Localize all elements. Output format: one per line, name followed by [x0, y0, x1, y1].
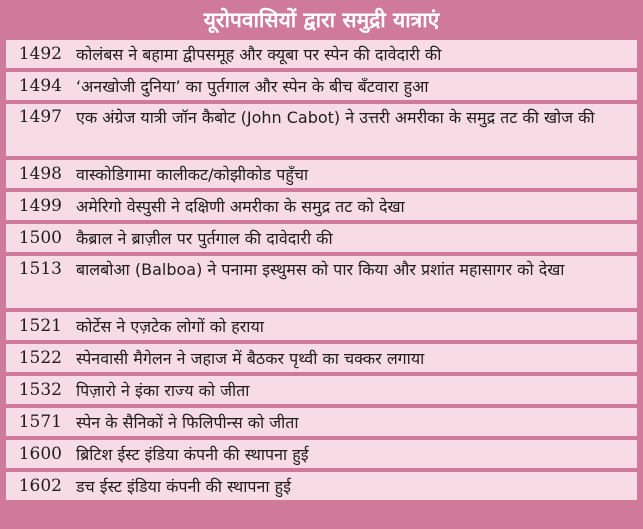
row-year: 1602 — [18, 476, 62, 496]
table-title: यूरोपवासियों द्वारा समुद्री यात्राएं — [203, 8, 440, 32]
row-event: कैब्राल ने ब्राज़ील पर पुर्तगाल की दावेदारी की — [76, 228, 333, 248]
table-row — [6, 192, 637, 220]
table-row — [6, 224, 637, 252]
row-event: वास्कोडिगामा कालीकट/कोझीकोड पहुँचा — [76, 164, 309, 184]
table-row — [6, 344, 637, 372]
row-year: 1532 — [18, 380, 62, 400]
row-event: स्पेनवासी मैगेलन ने जहाज में बैठकर पृथ्वी का चक्कर लगाया — [76, 348, 425, 368]
table-row — [6, 440, 637, 468]
row-year: 1494 — [18, 76, 62, 96]
table-row — [6, 472, 637, 500]
row-year: 1513 — [18, 259, 62, 279]
row-year: 1500 — [18, 228, 62, 248]
table-row — [6, 408, 637, 436]
row-event: बालबोआ (Balboa) ने पनामा इस्थुमस को पार किया और प्रशांत महासागर को देखा — [76, 260, 565, 279]
table-row — [6, 72, 637, 100]
row-event: ‘अनखोजी दुनिया’ का पुर्तगाल और स्पेन के बीच बँटवारा हुआ — [76, 76, 429, 96]
row-year: 1497 — [18, 107, 62, 127]
row-year: 1521 — [18, 316, 62, 336]
row-event: कोलंबस ने बहामा द्वीपसमूह और क्यूबा पर स्पेन की दावेदारी की — [76, 44, 442, 64]
row-event: स्पेन के सैनिकों ने फिलिपीन्स को जीता — [76, 412, 299, 432]
table-row — [6, 40, 637, 68]
row-year: 1492 — [18, 44, 62, 64]
table-row — [6, 312, 637, 340]
row-year: 1571 — [18, 412, 62, 432]
row-event: पिज़ारो ने इंका राज्य को जीता — [76, 380, 250, 400]
row-event: ब्रिटिश ईस्ट इंडिया कंपनी की स्थापना हुई — [76, 444, 309, 464]
row-event: कोर्टेस ने एज़टेक लोगों को हराया — [76, 316, 264, 336]
row-event: डच ईस्ट इंडिया कंपनी की स्थापना हुई — [76, 476, 291, 496]
table-body — [6, 40, 637, 504]
row-event: एक अंग्रेज यात्री जॉन कैबोट (John Cabot) ने उत्तरी अमरीका के समुद्र तट की खोज की — [76, 108, 595, 127]
row-year: 1499 — [18, 196, 62, 216]
row-year: 1498 — [18, 164, 62, 184]
row-year: 1522 — [18, 348, 62, 368]
row-event: अमेरिगो वेस्पुसी ने दक्षिणी अमरीका के समुद्र तट को देखा — [76, 196, 405, 216]
table-row — [6, 256, 637, 308]
table-row — [6, 376, 637, 404]
table-row — [6, 104, 637, 156]
row-year: 1600 — [18, 444, 62, 464]
table-row — [6, 160, 637, 188]
